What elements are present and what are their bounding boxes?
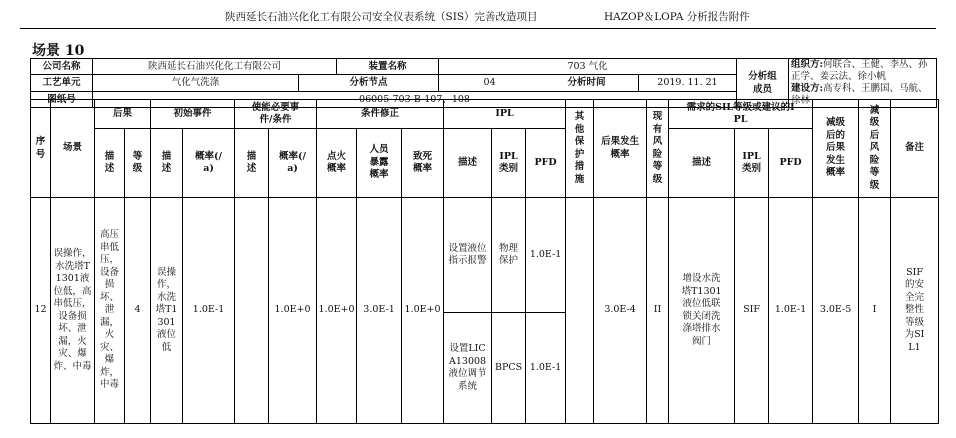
row-sil-pfd: 1.0E-1 <box>769 198 813 424</box>
builder-value: 高专科、王鹏国、马航、徐林 <box>791 83 928 106</box>
company-value: 陕西延长石油兴化化工有限公司 <box>93 59 337 75</box>
row-seq: 12 <box>31 198 51 424</box>
sil-type-header: IPL类别 <box>735 129 769 198</box>
device-label: 装置名称 <box>337 59 439 75</box>
init-desc-header: 描述 <box>151 129 183 198</box>
exposure-header: 人员暴露概率 <box>357 129 402 198</box>
time-label: 分析时间 <box>567 77 606 89</box>
sil-pfd-header: PFD <box>769 129 813 198</box>
ipl-header: IPL <box>444 100 566 129</box>
header-project-title: 陕西延长石油兴化化工有限公司安全仪表系统（SIS）完善改造项目 <box>225 11 538 23</box>
sil-desc-header: 描述 <box>669 129 735 198</box>
ipl-desc-header: 描述 <box>444 129 492 198</box>
row-sil-type: SIF <box>735 198 769 424</box>
row-grade: 4 <box>125 198 151 424</box>
ignition-header: 点火概率 <box>317 129 357 198</box>
ipl-pfd-header: PFD <box>526 129 566 198</box>
init-freq-header: 概率(/a) <box>183 129 235 198</box>
row-ipl1-pfd: 1.0E-1 <box>526 198 566 313</box>
other-header: 其他保护措施 <box>566 100 594 198</box>
device-value: 703 气化 <box>439 59 737 75</box>
red-freq-header: 减级后的后果发生概率 <box>813 100 859 198</box>
post-freq-header: 后果发生概率 <box>594 100 647 198</box>
unit-value: 气化气洗涤 <box>93 75 299 91</box>
row-ipl1-type: 物理保护 <box>492 198 526 313</box>
drawing-label: 图纸号 <box>31 91 93 107</box>
row-sil-desc: 增设水洗塔T1301液位低联锁关闭洗涤塔排水阀门 <box>669 198 735 424</box>
builder-label: 建设方: <box>791 83 824 94</box>
consequence-grade-header: 等级 <box>125 129 151 198</box>
header-rule <box>20 28 936 29</box>
team-label: 分析组成员 <box>737 59 789 108</box>
row-exposure: 3.0E-1 <box>357 198 402 424</box>
row-fatality: 1.0E+0 <box>402 198 444 424</box>
row-init-freq: 1.0E-1 <box>183 198 235 424</box>
row-red-freq: 3.0E-5 <box>813 198 859 424</box>
remark-header: 备注 <box>891 100 939 198</box>
row-ignition: 1.0E+0 <box>317 198 357 424</box>
row-consequence: 高压串低压，设备损坏、泄漏，火灾、爆炸，中毒 <box>95 198 125 424</box>
condition-header: 条件修正 <box>317 100 444 129</box>
row-red-risk: I <box>859 198 891 424</box>
lopa-table <box>30 99 939 424</box>
document-header <box>0 9 956 29</box>
row-remark: SIF的安全完整性等级为SIL1 <box>891 198 939 424</box>
row-enab-desc <box>235 198 269 424</box>
seq-header: 序号 <box>31 100 51 198</box>
organizer-label: 组织方: <box>791 59 824 70</box>
ipl-type-header: IPL类别 <box>492 129 526 198</box>
organizer-value: 何联合、王健、李丛、孙正学、姜云法、徐小帆 <box>791 59 928 82</box>
unit-label: 工艺单元 <box>31 75 93 91</box>
row-scenario: 误操作，水洗塔T1301液位低，高串低压，设备损坏、泄漏，火灾、爆炸、中毒 <box>51 198 95 424</box>
header-report-title: HAZOP＆LOPA 分析报告附件 <box>604 11 750 23</box>
row-post-freq: 3.0E-4 <box>594 198 647 424</box>
fatality-header: 致死概率 <box>402 129 444 198</box>
row-enab-freq: 1.0E+0 <box>269 198 317 424</box>
initiating-header: 初始事件 <box>151 100 235 129</box>
time-value: 2019. 11. 21 <box>639 75 737 91</box>
enabling-header: 使能必要事件/条件 <box>235 100 317 129</box>
row-cur-risk: II <box>647 198 669 424</box>
node-value: 04 <box>483 77 496 89</box>
row-init-desc: 误操作，水洗塔T1301液位低 <box>151 198 183 424</box>
row-ipl2-desc: 设置LICA13008液位调节系统 <box>444 313 492 424</box>
row-ipl2-pfd: 1.0E-1 <box>526 313 566 424</box>
row-ipl2-type: BPCS <box>492 313 526 424</box>
consequence-header: 后果 <box>95 100 151 129</box>
row-other <box>566 198 594 424</box>
drawing-value: 06005-703-B-107、108 <box>93 91 737 107</box>
sil-req-header: 需求的SIL等级或建议的IPL <box>669 100 813 129</box>
consequence-desc-header: 描述 <box>95 129 125 198</box>
enab-freq-header: 概率(/a) <box>269 129 317 198</box>
node-label: 分析节点 <box>299 75 439 91</box>
row-ipl1-desc: 设置液位指示报警 <box>444 198 492 313</box>
red-risk-header: 减级后风险等级 <box>859 100 891 198</box>
scene-title: 场景 10 <box>32 43 85 59</box>
company-label: 公司名称 <box>31 59 93 75</box>
enab-desc-header: 描述 <box>235 129 269 198</box>
cur-risk-header: 现有风险等级 <box>647 100 669 198</box>
scenario-header: 场景 <box>51 100 95 198</box>
